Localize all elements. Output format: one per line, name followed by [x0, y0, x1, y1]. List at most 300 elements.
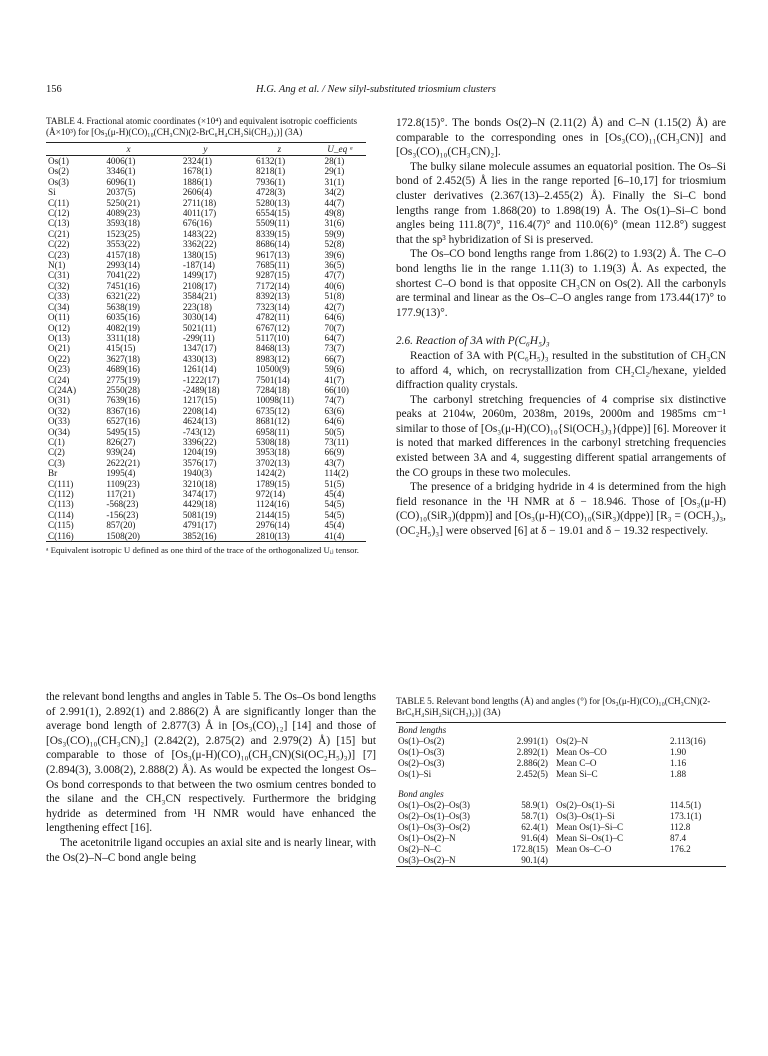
table-row: [46, 427, 366, 437]
right-column-text: [396, 116, 726, 539]
table-cell: 939(24): [106, 447, 136, 458]
table-row: [396, 833, 726, 844]
table-row: [46, 333, 366, 343]
table-cell: C(33): [48, 291, 70, 302]
table-cell: Os(1)–Si: [398, 769, 432, 779]
table-cell: 172.8(15): [512, 844, 548, 854]
table-cell: 54(5): [324, 509, 345, 520]
table-cell: 59(6): [324, 364, 345, 375]
table-cell: 4082(19): [106, 322, 140, 333]
table-cell: C(11): [48, 197, 70, 208]
table-row: [46, 270, 366, 280]
table-row: [46, 364, 366, 374]
table-cell: 4728(3): [256, 187, 286, 198]
table-cell: 6767(12): [256, 322, 290, 333]
table-cell: 42(7): [324, 301, 345, 312]
table-cell: 2775(19): [106, 374, 140, 385]
table-cell: C(31): [48, 270, 70, 281]
table-cell: 7685(11): [256, 260, 290, 271]
table-cell: 176.2: [670, 844, 691, 854]
table-cell: Os(3): [48, 176, 69, 187]
table-cell: C(2): [48, 447, 65, 458]
table-cell: 1.88: [670, 769, 687, 779]
table-cell: 173.1(1): [670, 811, 702, 821]
table-cell: 64(6): [324, 312, 345, 323]
table4-footnote: ᵃ Equivalent isotropic U defined as one third of the trace of the orthogonalized Uᵢⱼ tensor.: [46, 545, 359, 556]
table-cell: 112.8: [670, 822, 691, 832]
table-cell: 36(5): [324, 260, 345, 271]
table-cell: 4791(17): [182, 520, 217, 531]
table-cell: 47(7): [324, 270, 345, 281]
table-cell: 114(2): [324, 468, 349, 479]
table-cell: 1424(2): [256, 468, 286, 479]
table-cell: 4330(13): [182, 353, 217, 364]
table-row: [46, 468, 366, 478]
table-cell: Mean Os–C–O: [556, 844, 612, 854]
table-cell: O(12): [48, 322, 70, 333]
table-cell: 1678(1): [182, 166, 212, 177]
table-cell: 2550(28): [106, 384, 140, 395]
table-cell: 41(7): [324, 374, 345, 385]
table-cell: 2810(13): [244, 531, 314, 542]
table-cell: 5638(19): [106, 301, 140, 312]
table-subheading-row: [396, 723, 726, 737]
table-cell: 2993(14): [106, 260, 140, 271]
table-cell: Mean Si–C: [556, 769, 598, 779]
running-head: H.G. Ang et al. / New silyl-substituted triosmium clusters: [256, 84, 496, 95]
table4-header-row: [46, 143, 366, 156]
table-cell: 1995(4): [106, 468, 136, 479]
table-cell: 7284(18): [256, 384, 290, 395]
table-cell: 6321(22): [106, 291, 140, 302]
table-cell: 70(7): [324, 322, 345, 333]
table-cell: [554, 855, 668, 867]
table-cell: 1124(16): [256, 499, 290, 510]
table-cell: 51(8): [324, 291, 345, 302]
table-cell: 29(1): [324, 166, 345, 177]
table-cell: Os(2)–Os(1)–Si: [556, 800, 615, 810]
table-cell: 64(6): [324, 416, 345, 427]
table-row: [46, 281, 366, 291]
table-cell: 1523(25): [106, 228, 140, 239]
paragraph: Reaction of 3A with P(C₆H₅)₃ resulted in the substitution of CH₃CN to afford 4, which, on recrystallization from CH₂Cl₂/hexane, yielded diffraction quality crystals.: [396, 349, 726, 392]
table-row: [46, 499, 366, 509]
table-cell: 6035(16): [106, 312, 140, 323]
table4-body: [46, 156, 366, 542]
table-cell: Os(2): [48, 166, 69, 177]
table-cell: -743(12): [182, 426, 215, 437]
paragraph: The presence of a bridging hydride in 4 is determined from the high field resonance in the ¹H NMR at δ − 18.946. Those of [Os₃(μ-H)(CO)₁₀(SiR₃)(dppm)] and [Os₃(μ-H)(CO)₁₀(SiR₃)(dppe)] [R₃ = (OCH₃)₃, (OC₂H₅)₃] were observed [6] at δ − 19.01 and δ − 19.32 respectively.: [396, 481, 726, 538]
table-cell: 3953(18): [256, 447, 290, 458]
table5-block: [396, 696, 726, 867]
table-cell: 43(7): [324, 457, 345, 468]
table-row: [396, 769, 726, 780]
table-cell: 3474(17): [182, 489, 217, 499]
table-cell: 2324(1): [182, 156, 212, 166]
table-cell: 3362(22): [182, 239, 217, 250]
table-cell: C(13): [48, 218, 70, 229]
table-cell: 7172(14): [256, 280, 290, 291]
table4-header: x: [90, 143, 167, 156]
table-cell: 1508(20): [90, 531, 167, 542]
table-cell: 2711(18): [182, 197, 217, 208]
table-cell: 90.1(4): [494, 855, 554, 867]
table-cell: -1222(17): [182, 374, 220, 385]
table-cell: Os(2)–N: [556, 736, 589, 746]
table-row: [46, 458, 366, 468]
table-cell: 8983(12): [256, 353, 290, 364]
table-cell: 31(1): [324, 176, 345, 187]
table-row: [46, 291, 366, 301]
table-cell: 3030(14): [182, 312, 217, 323]
table-cell: Os(1)–Os(2): [398, 736, 445, 746]
table-cell: 3210(18): [182, 478, 217, 489]
paragraph: The carbonyl stretching frequencies of 4 comprise six distinctive peaks at 2104w, 2060m, 2038m, 2019s, 2000m and 1985ms cm⁻¹ similar to those of [Os₃(μ-H)(CO)₁₀{Si(OCH₃)₃}(dppe)] [6]. Moreover it is noted that marked differences in the carbonyl stretching frequencies existed between 3A and 4, suggesting different spatial arrangements of the CO groups in these two molecules.: [396, 393, 726, 479]
table-cell: Os(1)–Os(3)–Os(2): [398, 822, 470, 832]
table-cell: C(24): [48, 374, 70, 385]
table-row: [46, 229, 366, 239]
table-cell: 7451(16): [106, 280, 140, 291]
table-cell: 676(16): [182, 218, 212, 229]
table-cell: 3584(21): [182, 291, 217, 302]
table-cell: O(11): [48, 312, 70, 323]
table-cell: 1261(14): [182, 364, 217, 375]
table-row: [46, 177, 366, 187]
table5: [396, 722, 726, 867]
table-cell: 66(9): [324, 447, 345, 458]
table-row: [46, 385, 366, 395]
table-cell: 2144(15): [256, 509, 290, 520]
table-cell: 3593(18): [106, 218, 140, 229]
paragraph: 172.8(15)°. The bonds Os(2)–N (2.11(2) Å) and C–N (1.15(2) Å) are comparable to the corresponding ones in [Os₃(CO)₁₁(CH₃CN)] and [Os₃(CO)₁₀(CH₃CN)₂].: [396, 117, 726, 159]
table-cell: Mean Os–CO: [556, 747, 607, 757]
table-cell: C(32): [48, 280, 70, 291]
table-cell: 5308(18): [256, 436, 290, 447]
table-cell: 45(4): [324, 520, 345, 531]
table-cell: 4782(11): [256, 312, 290, 323]
table-row: [46, 208, 366, 218]
table-cell: 8468(13): [256, 343, 290, 354]
table-cell: 1886(1): [182, 176, 212, 187]
table-cell: 3396(22): [182, 436, 217, 447]
table-cell: 59(9): [324, 228, 345, 239]
paragraph: The bulky silane molecule assumes an equatorial position. The Os–Si bond of 2.452(5) Å lies in the range reported [6–10,17] for triosmium cluster derivatives (2.367(13)–2.455(2) Å). Finally the Si–C bond lengths range from 1.868(20) to 1.898(19) Å. The Os(1)–Si–C bond angles being 111.8(7)°, 116.4(7)° and 110.0(6)° (mean 112.8°) suggest that the sp³ hybridization of Si is preserved.: [396, 160, 726, 246]
table-cell: 6735(12): [256, 405, 290, 416]
table-cell: 2976(14): [256, 520, 290, 531]
table-cell: -568(23): [106, 499, 139, 510]
table-cell: C(1): [48, 436, 65, 447]
table-cell: 3553(22): [106, 239, 140, 250]
table4-header: U_eq ᵃ: [314, 143, 366, 156]
table-cell: -2489(18): [182, 384, 220, 395]
table-cell: 49(8): [324, 208, 345, 219]
table-cell: 64(7): [324, 332, 345, 343]
table-cell: C(115): [48, 520, 74, 531]
left-column-text: [46, 690, 376, 865]
table-cell: C(23): [48, 249, 70, 260]
table-cell: 51(5): [324, 478, 345, 489]
table-cell: 2.452(5): [516, 769, 548, 779]
table-cell: 5250(21): [106, 197, 140, 208]
table-subheading: Bond angles: [398, 789, 444, 799]
table-cell: 6554(15): [256, 208, 290, 219]
table5-caption: TABLE 5. Relevant bond lengths (Å) and angles (°) for [Os₃(μ-H)(CO)₁₀(CH₃CN)(2-BrC₆H₄SiH₂Si(CH₃)₂)] (3A): [396, 696, 711, 717]
paragraph: The acetonitrile ligand occupies an axial site and is nearly linear, with the Os(2)–N–C bond angle being: [46, 836, 376, 864]
table-cell: 5495(15): [106, 426, 140, 437]
table-cell: 66(7): [324, 353, 345, 364]
table-row: [46, 343, 366, 353]
table-row: [46, 302, 366, 312]
table-cell: 3346(1): [106, 166, 136, 177]
table-cell: -156(23): [106, 509, 139, 520]
table-cell: Os(2)–N–C: [398, 844, 441, 854]
table-cell: C(113): [48, 499, 74, 510]
table4-block: [46, 116, 376, 556]
table-cell: C(34): [48, 301, 70, 312]
table-cell: 2.892(1): [516, 747, 548, 757]
table-cell: 2.113(16): [670, 736, 706, 746]
table-cell: 4089(23): [106, 208, 140, 219]
table-row: [396, 747, 726, 758]
table-subheading: Bond lengths: [396, 723, 726, 737]
table-cell: 3576(17): [182, 457, 217, 468]
table-cell: 1204(19): [182, 447, 217, 458]
table-row: [46, 395, 366, 405]
table-cell: 3311(18): [106, 332, 140, 343]
table-row: [46, 166, 366, 176]
table-cell: 8392(13): [256, 291, 290, 302]
table-cell: 10098(11): [256, 395, 294, 406]
table-cell: 2.991(1): [516, 736, 548, 746]
table-spacer-cell: [396, 780, 726, 787]
table-cell: 44(7): [324, 197, 345, 208]
table-cell: 40(6): [324, 280, 345, 291]
table-row: [396, 822, 726, 833]
table-cell: Br: [48, 468, 58, 479]
table-cell: O(23): [48, 364, 70, 375]
table-cell: O(32): [48, 405, 70, 416]
table-cell: 63(6): [324, 405, 345, 416]
table-row: [46, 437, 366, 447]
table-cell: 2208(14): [182, 405, 217, 416]
table-cell: O(31): [48, 395, 70, 406]
table-cell: 58.7(1): [521, 811, 548, 821]
table-cell: 31(6): [324, 218, 345, 229]
table-cell: 54(5): [324, 499, 345, 510]
table-cell: 5081(19): [182, 509, 217, 520]
table-row: [46, 312, 366, 322]
table-row: [46, 260, 366, 270]
table-cell: O(13): [48, 332, 70, 343]
paragraph: The Os–CO bond lengths range from 1.86(2) to 1.93(2) Å. The C–O bond lengths lie in the range 1.11(3) to 1.19(3) Å. As expected, the shortest C–O bond is that opposite CH₃CN on Os(2). All the carbonyls are terminal and linear as the Os–C–O angles range from 173.44(17)° to 177.9(13)°.: [396, 248, 726, 319]
table-cell: 5509(11): [256, 218, 290, 229]
table-spacer: [396, 780, 726, 787]
table-cell: 1.16: [670, 758, 687, 768]
table-row: [46, 406, 366, 416]
table-cell: C(114): [48, 509, 74, 520]
table-cell: 9287(15): [256, 270, 290, 281]
table-cell: 1483(22): [182, 228, 217, 239]
page-number: 156: [46, 84, 62, 95]
table-cell: 8367(16): [106, 405, 140, 416]
table-row: [46, 323, 366, 333]
table-subheading-row: [396, 787, 726, 800]
table-cell: 415(15): [106, 343, 136, 354]
table-cell: 3627(18): [106, 353, 140, 364]
table-cell: 2606(4): [182, 187, 212, 198]
table-cell: 8686(14): [256, 239, 290, 250]
table5-body: [396, 723, 726, 867]
table-cell: 52(8): [324, 239, 345, 250]
table-row: [46, 218, 366, 228]
table-cell: 6958(11): [256, 426, 290, 437]
table-cell: 7501(14): [256, 374, 290, 385]
table-cell: 1.90: [670, 747, 687, 757]
table-cell: 972(14): [256, 489, 286, 499]
table4-header: z: [244, 143, 314, 156]
table4-header: [46, 143, 90, 156]
table-cell: C(24A): [48, 384, 77, 395]
table-cell: 91.6(4): [521, 833, 548, 843]
table-cell: 223(18): [182, 301, 212, 312]
table-cell: Os(2)–Os(1)–Os(3): [398, 811, 470, 821]
table-cell: 73(11): [324, 436, 349, 447]
table-cell: Mean Si–Os(1)–C: [556, 833, 624, 843]
table-cell: 6132(1): [256, 156, 286, 166]
table-row: [46, 198, 366, 208]
table-cell: 39(6): [324, 249, 345, 260]
table-cell: 58.9(1): [521, 800, 548, 810]
table-cell: 4624(13): [182, 416, 217, 427]
table-row: [396, 736, 726, 747]
table-row: [46, 239, 366, 249]
table-cell: O(21): [48, 343, 70, 354]
table-row: [46, 447, 366, 457]
table-cell: Mean C–O: [556, 758, 597, 768]
table-cell: 45(4): [324, 489, 345, 499]
table-row: [396, 811, 726, 822]
table-cell: 66(10): [324, 384, 349, 395]
table-cell: O(34): [48, 426, 70, 437]
table-cell: 4011(17): [182, 208, 217, 219]
table-cell: 114.5(1): [670, 800, 702, 810]
table-cell: Os(1): [48, 156, 69, 166]
table-cell: C(3): [48, 457, 65, 468]
table-cell: 2.886(2): [516, 758, 548, 768]
table-cell: C(12): [48, 208, 70, 219]
table4-caption: TABLE 4. Fractional atomic coordinates (×10⁴) and equivalent isotropic coefficients (Å×10³) for [Os₃(μ-H)(CO)₁₀(CH₃CN)(2-BrC₆H₄CH₂Si(CH₃)₂)] (3A): [46, 116, 358, 137]
table-cell: C(112): [48, 489, 74, 499]
table-cell: 4429(18): [182, 499, 217, 510]
table-cell: 1940(3): [182, 468, 212, 479]
section-heading: 2.6. Reaction of 3A with P(C₆H₅)₃: [396, 335, 550, 348]
table-row: [46, 416, 366, 426]
table-row: [46, 520, 366, 530]
table-cell: 117(21): [106, 489, 136, 499]
table-cell: Os(2)–Os(3): [398, 758, 445, 768]
table-cell: Si: [48, 187, 56, 198]
table-cell: 826(27): [106, 436, 136, 447]
table-cell: 6096(1): [106, 176, 136, 187]
table-row: [396, 758, 726, 769]
table-row: [46, 187, 366, 197]
table-cell: -299(11): [182, 332, 215, 343]
table-row: [396, 844, 726, 855]
table-cell: 62.4(1): [521, 822, 548, 832]
table-cell: 28(1): [324, 156, 345, 166]
table-cell: 1789(15): [256, 478, 290, 489]
table-cell: C(116): [46, 531, 90, 542]
table-cell: C(111): [48, 478, 74, 489]
table-cell: 4689(16): [106, 364, 140, 375]
table-row: [46, 156, 366, 167]
table-cell: 3702(13): [256, 457, 290, 468]
table-cell: N(1): [48, 260, 66, 271]
table-cell: C(21): [48, 228, 70, 239]
table-cell: 4157(18): [106, 249, 140, 260]
table-cell: 9617(13): [256, 249, 290, 260]
table-cell: 73(7): [324, 343, 345, 354]
table-cell: 8218(1): [256, 166, 286, 177]
table-cell: 50(5): [324, 426, 345, 437]
table-cell: Os(3)–Os(1)–Si: [556, 811, 615, 821]
table-cell: 857(20): [106, 520, 136, 531]
table-cell: -187(14): [182, 260, 215, 271]
table-cell: 74(7): [324, 395, 345, 406]
table-cell: 41(4): [314, 531, 366, 542]
table-cell: O(33): [48, 416, 70, 427]
table-cell: 1347(17): [182, 343, 217, 354]
table-cell: 2108(17): [182, 280, 217, 291]
table-cell: 1217(15): [182, 395, 217, 406]
table-row: [46, 250, 366, 260]
table-cell: 8681(12): [256, 416, 290, 427]
table-row: [46, 479, 366, 489]
table-cell: 7041(22): [106, 270, 140, 281]
table-row: [46, 354, 366, 364]
table-row: [396, 800, 726, 811]
table4-header: y: [167, 143, 244, 156]
table-cell: 4006(1): [106, 156, 136, 166]
table-row: [46, 531, 366, 542]
table-cell: 2037(5): [106, 187, 136, 198]
table-cell: 7323(14): [256, 301, 290, 312]
table-cell: C(22): [48, 239, 70, 250]
table-cell: 5117(10): [256, 332, 290, 343]
table-cell: 5280(13): [256, 197, 290, 208]
table-row: [46, 489, 366, 499]
table-cell: 10500(9): [256, 364, 290, 375]
table4: [46, 142, 366, 542]
table-cell: Mean Os(1)–Si–C: [556, 822, 624, 832]
table-cell: 7639(16): [106, 395, 140, 406]
table-row: [46, 510, 366, 520]
table-cell: [668, 855, 726, 867]
table-cell: 1380(15): [182, 249, 217, 260]
table-cell: 2622(21): [106, 457, 140, 468]
table-cell: 34(2): [324, 187, 345, 198]
table-cell: O(22): [48, 353, 70, 364]
paragraph: the relevant bond lengths and angles in Table 5. The Os–Os bond lengths of 2.991(1), 2.892(1) and 2.886(2) Å are significantly longer than the average bond length of 2.877(3) Å in [Os₃(CO)₁₂] [14] and those of [Os₃(CO)₁₀(CH₃CN)₂] (2.842(2), 2.875(2) and 2.979(2) Å) [15] but comparable to those of [Os₃(μ-H)(CO)₁₀(CH₃CN)(Si(OC₂H₅)₃)] [7] (2.894(3), 3.008(2), 2.888(2) Å). As would be expected the longest Os–Os bond corresponds to that between the two osmium centres bonded to the silane and the CH₃CN respectively. Furthermore the bridging hydride as determined from ¹H NMR would have enhanced the lengthening effect [16].: [46, 691, 376, 835]
table-cell: Os(3)–Os(2)–N: [396, 855, 494, 867]
table-cell: 5021(11): [182, 322, 217, 333]
table-cell: 3852(16): [167, 531, 244, 542]
page-header: [46, 84, 722, 100]
table-cell: Os(1)–Os(2)–Os(3): [398, 800, 470, 810]
table-cell: 8339(15): [256, 228, 290, 239]
table-cell: 7936(1): [256, 176, 286, 187]
table-cell: Os(1)–Os(3): [398, 747, 445, 757]
